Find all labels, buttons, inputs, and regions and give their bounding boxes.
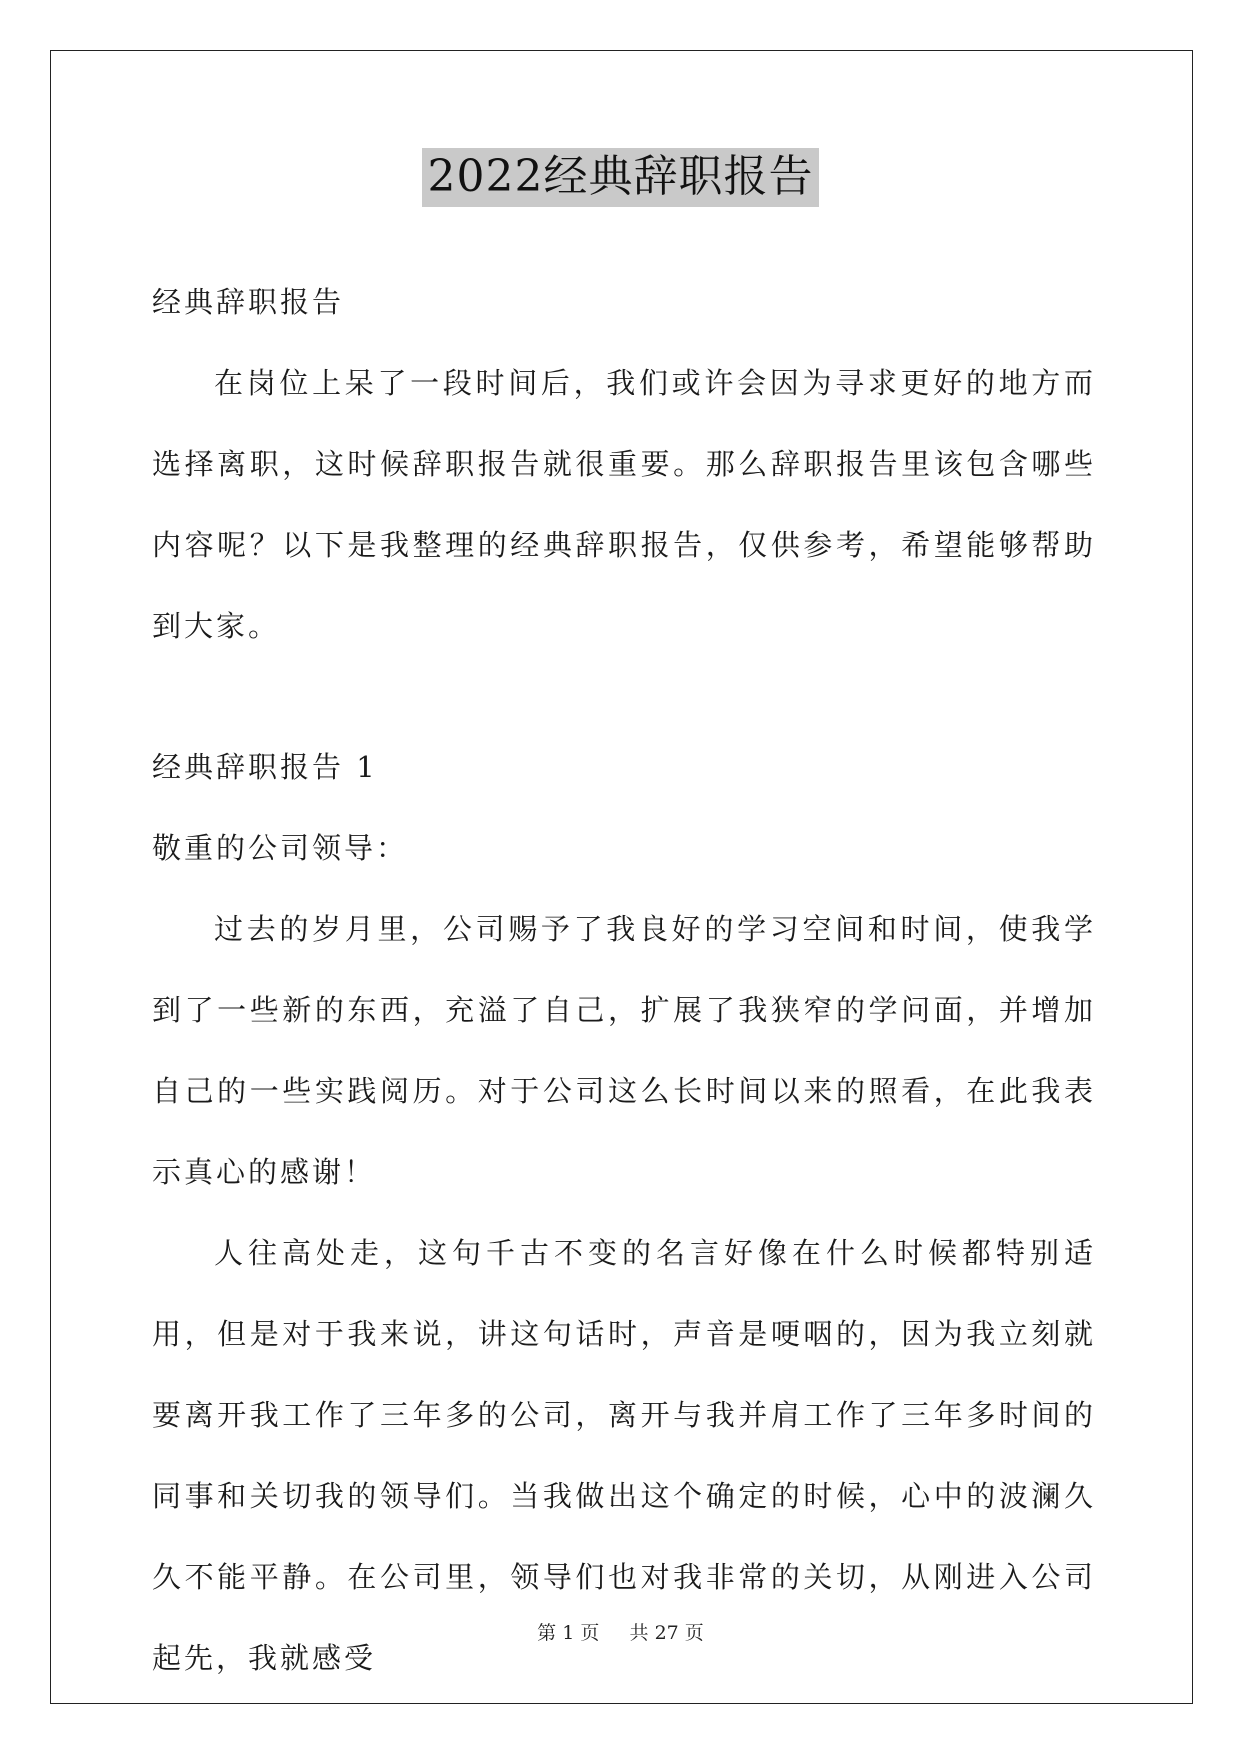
page-total: 共 27 页 [629, 1622, 704, 1644]
page-number: 第 1 页 [537, 1622, 600, 1644]
section-heading: 经典辞职报告 1 [152, 750, 378, 784]
subtitle: 经典辞职报告 [152, 285, 345, 319]
salutation: 敬重的公司领导： [152, 831, 409, 865]
body-paragraph-2: 人往高处走，这句千古不变的名言好像在什么时候都特别适用，但是对于我来说，讲这句话时，声音是哽咽的，因为我立刻就要离开我工作了三年多的公司，离开与我并肩工作了三年多时间的同事和关切我的领导们。当我做出这个确定的时候，心中的波澜久久不能平静。在公司里，领导们也对我非常的关切，从刚进入公司起先，我就感受 [152, 1236, 1096, 1675]
section-spacer [152, 667, 1096, 727]
title-area [0, 148, 1241, 207]
document-title: 2022经典辞职报告 [422, 148, 820, 207]
body-paragraph-1: 过去的岁月里，公司赐予了我良好的学习空间和时间，使我学到了一些新的东西，充溢了自己，扩展了我狭窄的学问面，并增加自己的一些实践阅历。对于公司这么长时间以来的照看，在此我表示真心的感谢！ [152, 912, 1096, 1189]
document-body [152, 262, 1096, 1699]
intro-paragraph: 在岗位上呆了一段时间后，我们或许会因为寻求更好的地方而选择离职，这时候辞职报告就很重要。那么辞职报告里该包含哪些内容呢？以下是我整理的经典辞职报告，仅供参考，希望能够帮助到大家。 [152, 366, 1096, 643]
page-footer [0, 1618, 1241, 1645]
